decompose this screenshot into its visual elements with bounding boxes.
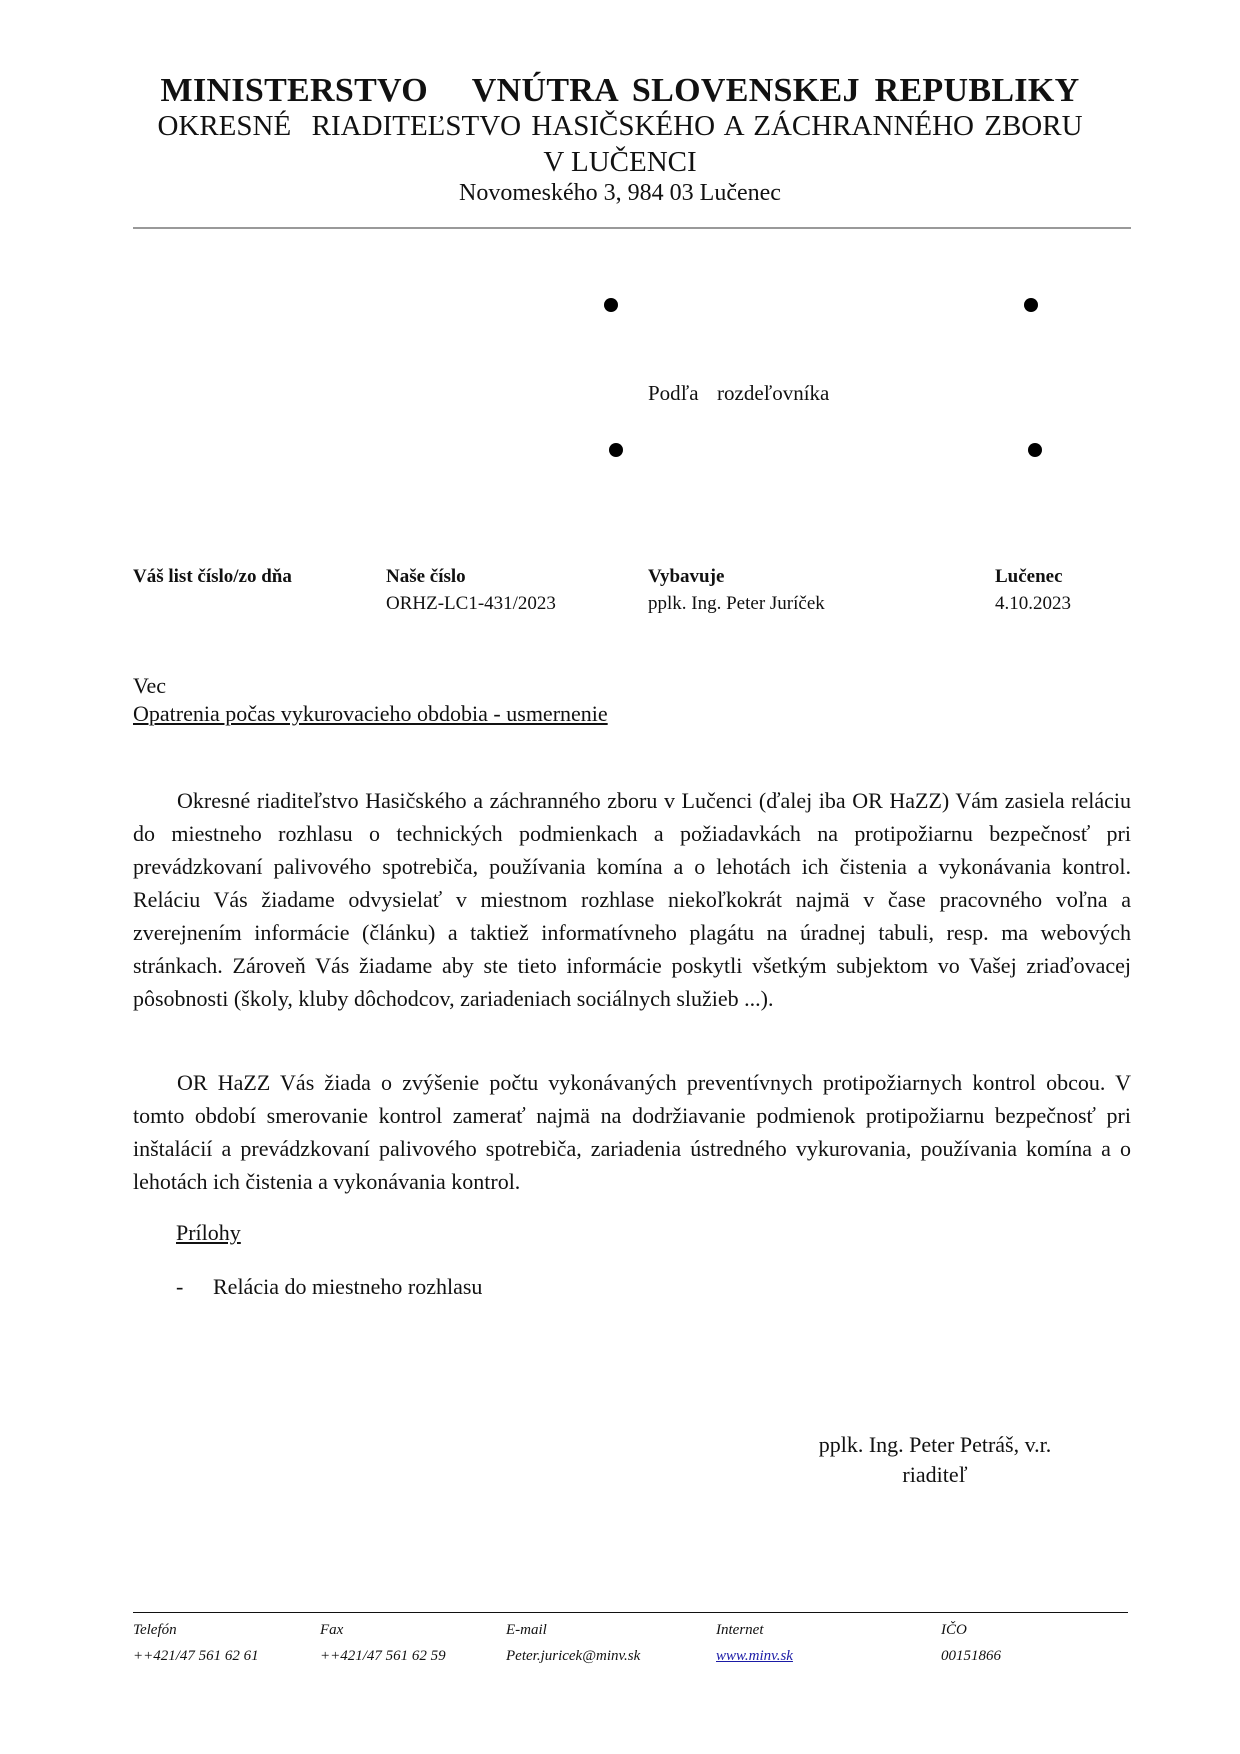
address-window-mark bbox=[609, 443, 623, 457]
footer-label: Internet bbox=[716, 1622, 764, 1638]
footer-internet bbox=[716, 1617, 793, 1669]
footer-label: Telefón bbox=[133, 1622, 177, 1638]
signature-block bbox=[800, 1430, 1070, 1490]
footer-label: E-mail bbox=[506, 1622, 547, 1638]
attachments-heading: Prílohy bbox=[176, 1220, 241, 1245]
footer-value: ++421/47 561 62 61 bbox=[133, 1648, 259, 1664]
body-paragraph: Okresné riaditeľstvo Hasičského a záchranného zboru v Lučenci (ďalej iba OR HaZZ) Vám zasiela reláciu do miestneho rozhlasu o technických podmienkach a požiadavkách na protipožiarnu bezpečnosť pri prevádzkovaní palivového spotrebiča, používania komína a o lehotách ich čistenia a vykonávania kontrol. Reláciu Vás žiadame odvysielať v miestnom rozhlase niekoľkokrát najmä v čase pracovného voľna a zverejnením informácie (článku) a taktiež informatívneho plagátu na úradnej tabuli, resp. ma webových stránkach. Zároveň Vás žiadame aby ste tieto informácie poskytli všetkým subjektom vo Vašej zriaďovacej pôsobnosti (školy, kluby dôchodcov, zariadeniach sociálnych služieb ...). bbox=[133, 788, 1131, 1011]
body-paragraph: OR HaZZ Vás žiada o zvýšenie počtu vykonávaných preventívnych protipožiarnych kontrol obcou. V tomto období smerovanie kontrol zamerať najmä na dodržiavanie podmienok protipožiarnu bezpečnosť pri inštalácií a prevádzkovaní palivového spotrebiča, zariadenia ústredného vykurovania, používania komína a o lehotách ich čistenia a vykonávania kontrol. bbox=[133, 1070, 1131, 1194]
attachment-bullet: - bbox=[176, 1274, 184, 1299]
footer-ico bbox=[941, 1617, 1001, 1669]
footer-fax bbox=[320, 1617, 446, 1669]
reference-value: ORHZ-LC1-431/2023 bbox=[386, 593, 556, 614]
footer-email bbox=[506, 1617, 640, 1669]
signatory-title: riaditeľ bbox=[902, 1462, 968, 1487]
address-window-mark bbox=[1024, 298, 1038, 312]
footer-value: ++421/47 561 62 59 bbox=[320, 1648, 446, 1664]
reference-place-date bbox=[995, 563, 1071, 617]
reference-value: pplk. Ing. Peter Juríček bbox=[648, 593, 825, 614]
address-window-mark bbox=[1028, 443, 1042, 457]
attachment-item: Relácia do miestneho rozhlasu bbox=[213, 1274, 483, 1299]
footer-value: 00151866 bbox=[941, 1648, 1001, 1664]
subject-text: Opatrenia počas vykurovacieho obdobia - usmernenie bbox=[133, 701, 608, 726]
office-address: Novomeského 3, 984 03 Lučenec bbox=[459, 180, 781, 206]
subject-label: Vec bbox=[133, 673, 166, 698]
footer-phone bbox=[133, 1617, 259, 1669]
reference-label: Lučenec bbox=[995, 566, 1063, 587]
signatory-name: pplk. Ing. Peter Petráš, v.r. bbox=[818, 1432, 1052, 1457]
reference-label: Vybavuje bbox=[648, 566, 725, 587]
footer-website-link[interactable]: www.minv.sk bbox=[716, 1648, 793, 1664]
reference-value: 4.10.2023 bbox=[995, 593, 1071, 614]
header-divider bbox=[133, 227, 1131, 229]
footer-label: IČO bbox=[941, 1622, 967, 1638]
footer-email-value[interactable]: Peter.juricek@minv.sk bbox=[506, 1648, 641, 1664]
reference-our-number bbox=[386, 563, 556, 617]
recipient: Podľa rozdeľovníka bbox=[648, 381, 830, 405]
ministry-title: MINISTERSTVO VNÚTRA SLOVENSKEJ REPUBLIKY bbox=[160, 72, 1080, 109]
reference-your-letter bbox=[133, 563, 292, 590]
office-name-line1: OKRESNÉ RIADITEĽSTVO HASIČSKÉHO A ZÁCHRANNÉHO ZBORU bbox=[157, 110, 1083, 142]
reference-handled-by bbox=[648, 563, 825, 617]
reference-label: Naše číslo bbox=[386, 566, 466, 587]
footer-divider bbox=[133, 1612, 1128, 1613]
reference-label: Váš list číslo/zo dňa bbox=[133, 566, 292, 587]
footer-label: Fax bbox=[320, 1622, 344, 1638]
address-window-mark bbox=[604, 298, 618, 312]
office-name-line2: V LUČENCI bbox=[543, 146, 697, 178]
